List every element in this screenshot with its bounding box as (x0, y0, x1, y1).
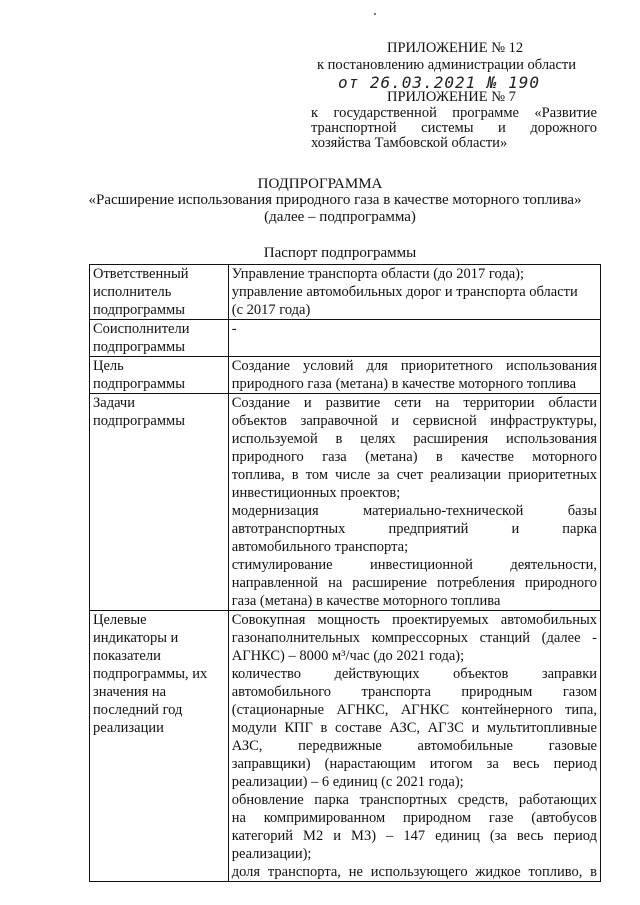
appendix-12-heading: ПРИЛОЖЕНИЕ № 12 (387, 40, 524, 56)
resolution-reference: к постановлению администрации области (317, 57, 577, 73)
row-label: Ответственный исполнитель подпрограммы (90, 265, 229, 320)
row-label: Соисполнители подпрограммы (90, 320, 229, 357)
row-value: Создание условий для приоритетного использования природного газа (метана) в качестве моторного топлива (228, 357, 600, 394)
row-value: Совокупная мощность проектируемых автомобильных газонаполнительных компрессорных станций (далее - АГНКС) – 8000 м³/час (до 2021 года); количество действующих объектов заправки автомобильного транспорта природным газом (стационарные АГНКС, АГНКС контейнерного типа, модули КПГ в составе АЗС, АГЗС и мультитопливные АЗС, передвижные автомобильные газовые заправщики) (нарастающим итогом за весь период реализации) – 6 единиц (с 2021 года); обновление парка транспортных средств, работающих на компримированном природном газе (автобусов категорий М2 и М3) – 147 единиц (за весь период реализации); доля транспорта, не использующего жидкое топливо, в (228, 611, 600, 882)
row-value: Управление транспорта области (до 2017 года); управление автомобильных дорог и транспорта области (с 2017 года) (228, 265, 600, 320)
row-value: Создание и развитие сети на территории области объектов заправочной и сервисной инфраструктуры, используемой в целях расширения использования природного газа (метана) в качестве моторного топлива, в том числе за счет реализации приоритетных инвестиционных проектов; модернизация материально-технической базы автотранспортных предприятий и парка автомобильного транспорта; стимулирование инвестиционной деятельности, направленной на расширение потребления природного газа (метана) в качестве моторного топлива (228, 394, 600, 611)
passport-caption: Паспорт подпрограммы (263, 245, 417, 261)
handwritten-date-number: от 26.03.2021 № 190 (338, 73, 541, 92)
program-reference-line-2: транспортной системы и дорожного (311, 120, 597, 136)
passport-table (89, 264, 601, 882)
row-label: Целевые индикаторы и показатели подпрограммы, их значения на последний год реализации (90, 611, 229, 882)
table-row (90, 611, 601, 882)
row-label: Задачи подпрограммы (90, 394, 229, 611)
table-row (90, 320, 601, 357)
appendix-7-heading: ПРИЛОЖЕНИЕ № 7 (387, 89, 516, 105)
subprogram-name: «Расширение использования природного газа в качестве моторного топлива» (88, 192, 582, 208)
subprogram-heading: ПОДПРОГРАММА (257, 176, 383, 192)
row-label: Цель подпрограммы (90, 357, 229, 394)
scan-speck (374, 13, 376, 15)
table-row (90, 265, 601, 320)
subprogram-abbreviation: (далее – подпрограмма) (264, 209, 416, 225)
table-row (90, 357, 601, 394)
program-reference-line-3: хозяйства Тамбовской области» (311, 135, 508, 151)
program-reference-line-1: к государственной программе «Развитие (311, 105, 597, 121)
row-value: - (228, 320, 600, 357)
table-row (90, 394, 601, 611)
